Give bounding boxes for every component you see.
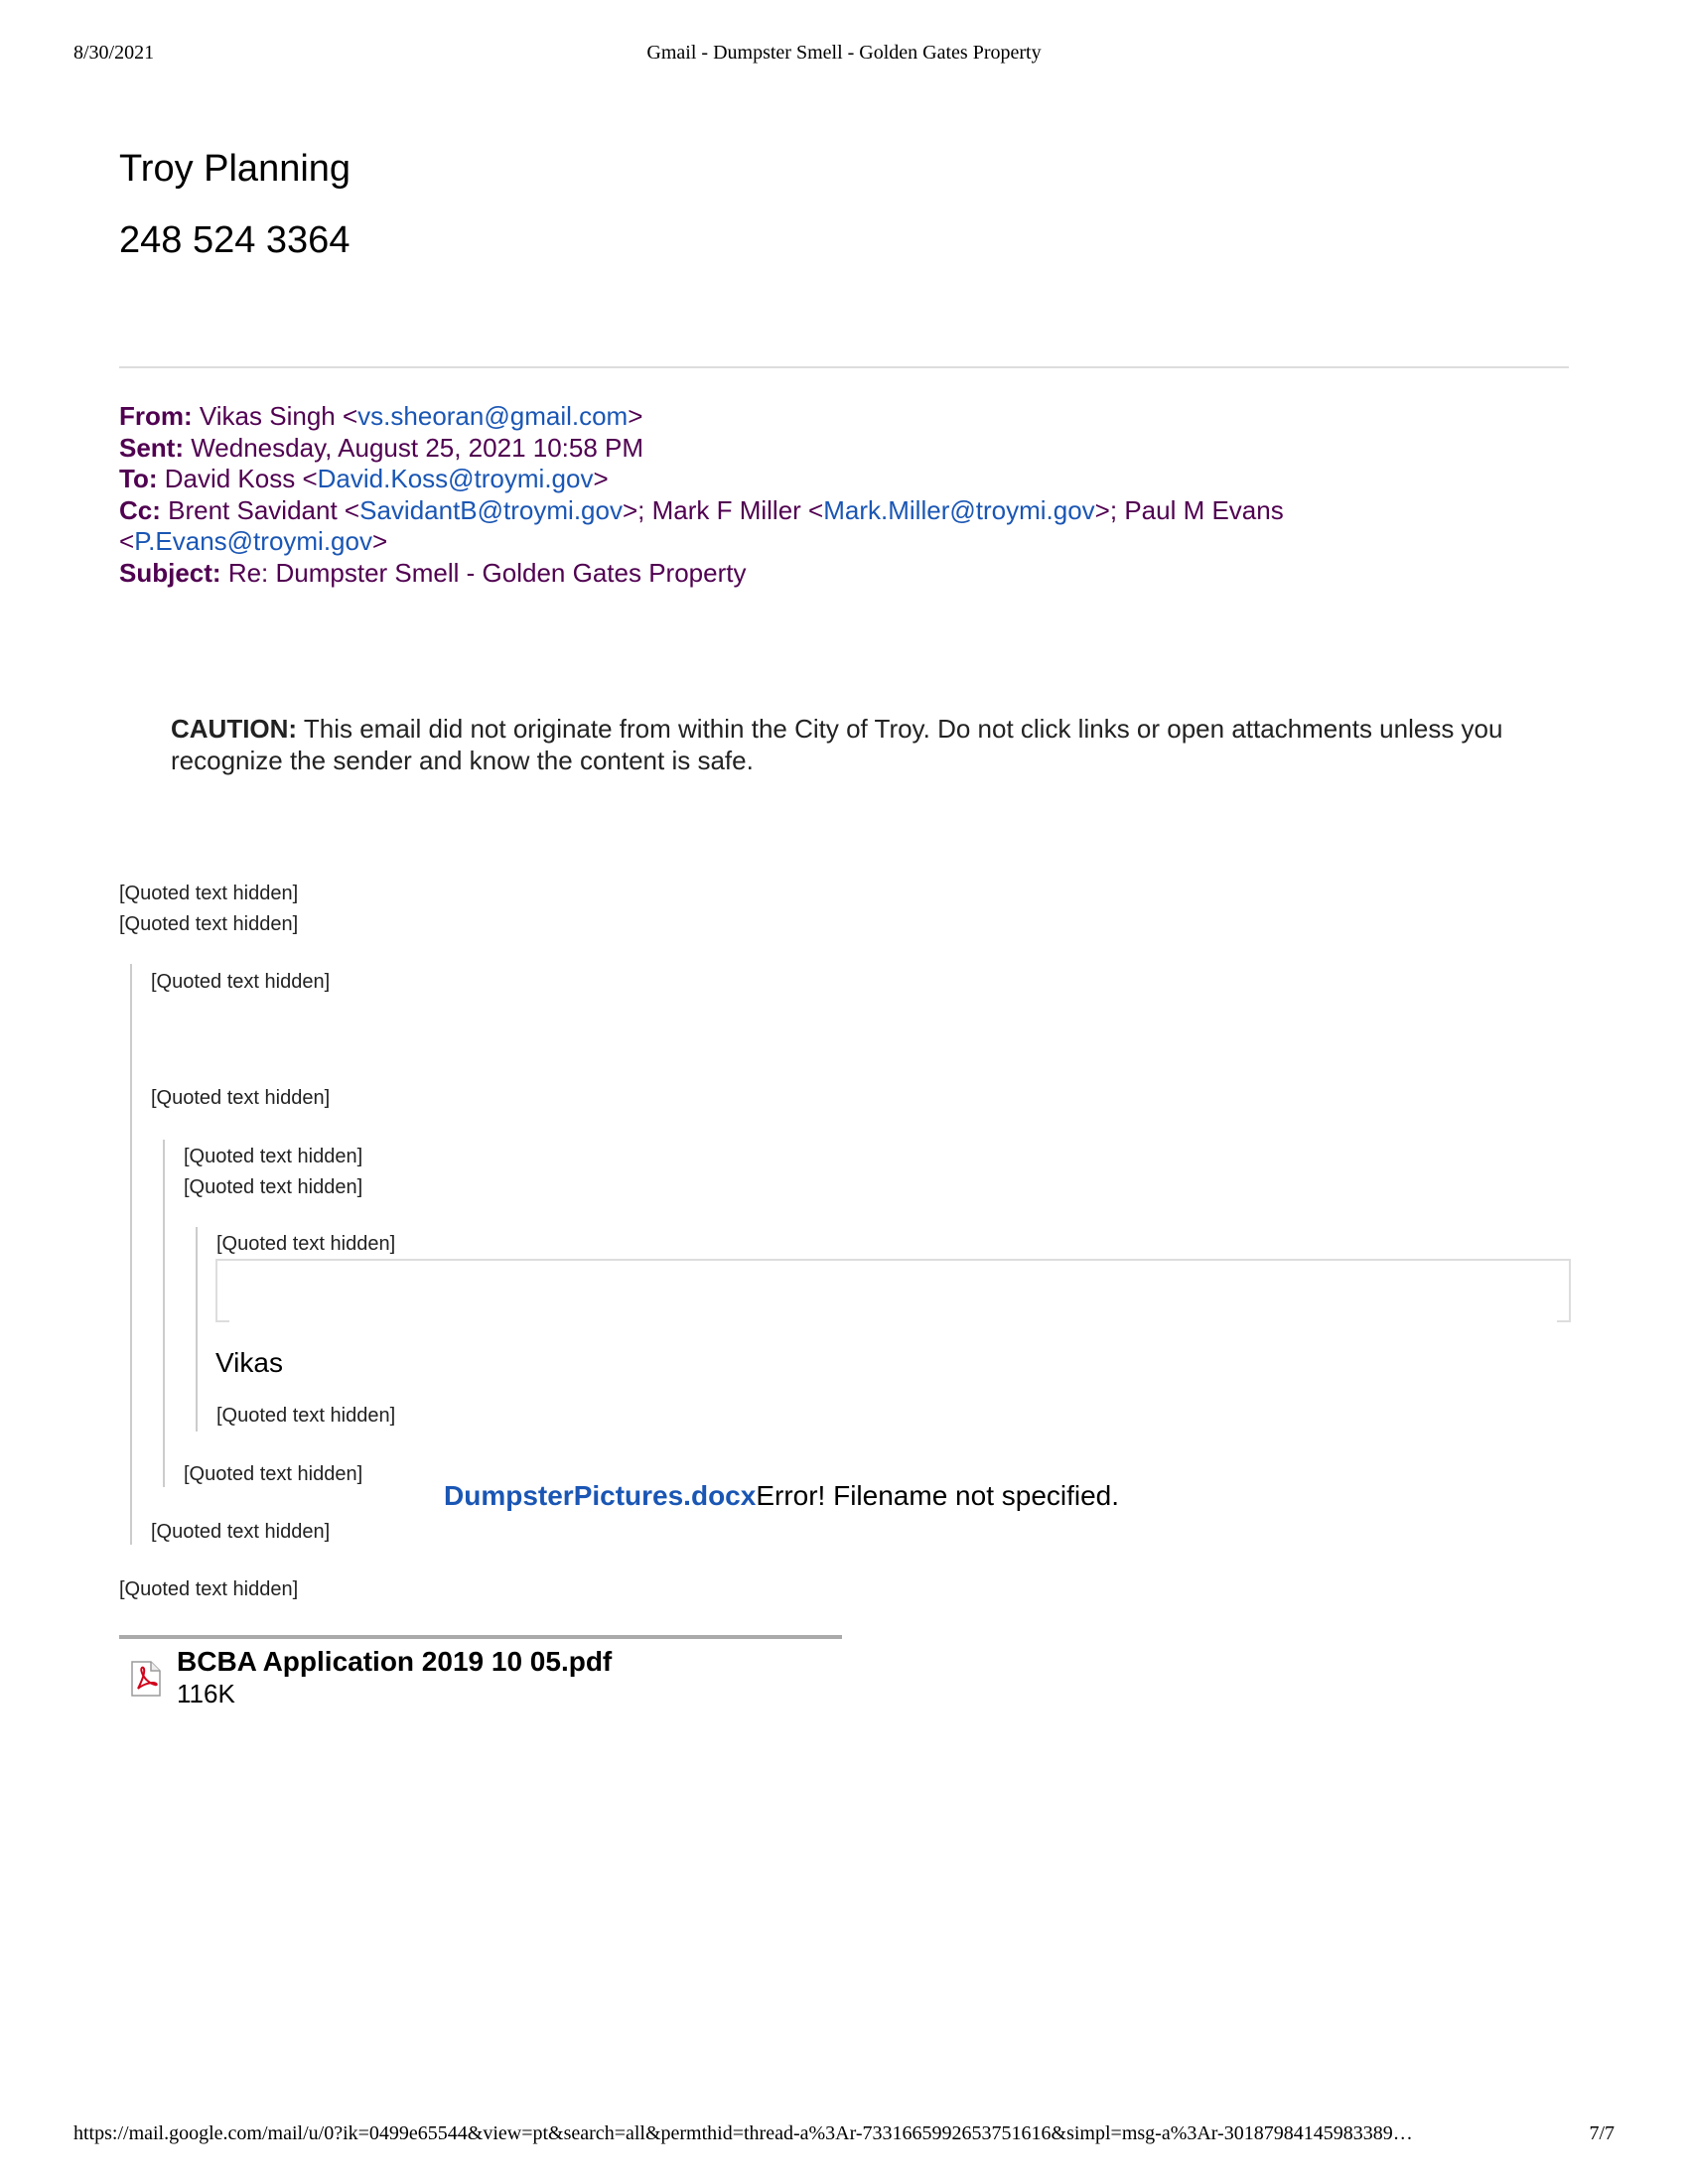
caution-notice xyxy=(171,713,1551,776)
quoted-text-hidden[interactable]: [Quoted text hidden] xyxy=(151,1087,331,1109)
print-url: https://mail.google.com/mail/u/0?ik=0499e65544&view=pt&search=all&permthid=thread-a%3Ar-7331665992653751616&simpl=msg-a%3Ar-30187984145983389… xyxy=(73,2122,1413,2144)
caution-label: CAUTION: xyxy=(171,714,298,744)
quoted-text-hidden[interactable]: [Quoted text hidden] xyxy=(216,1233,396,1255)
header-to: To: David Koss <David.Koss@troymi.gov> xyxy=(119,464,609,493)
inline-attachment xyxy=(444,1479,1119,1513)
quoted-text-hidden[interactable]: [Quoted text hidden] xyxy=(151,1521,331,1543)
page-number: 7/7 xyxy=(1589,2122,1615,2144)
signature-phone: 248 524 3364 xyxy=(119,219,351,261)
header-cc: Cc: Brent Savidant <SavidantB@troymi.gov>; Mark F Miller <Mark.Miller@troymi.gov>; Paul M Evans <P.Evans@troymi.gov> xyxy=(119,494,1284,556)
sender-signature-name: Vikas xyxy=(215,1347,283,1378)
header-subject: Subject: Re: Dumpster Smell - Golden Gates Property xyxy=(119,557,747,588)
blockquote-bar xyxy=(196,1227,198,1432)
pdf-attachment-name[interactable]: BCBA Application 2019 10 05.pdf xyxy=(177,1646,613,1677)
empty-content-box xyxy=(215,1259,1571,1322)
pdf-attachment-size: 116K xyxy=(177,1679,235,1708)
blockquote-bar xyxy=(130,964,132,1545)
separator-line xyxy=(119,366,1569,368)
signature-org: Troy Planning xyxy=(119,148,352,190)
quoted-text-hidden[interactable]: [Quoted text hidden] xyxy=(216,1405,396,1427)
cc2-email-link[interactable]: Mark.Miller@troymi.gov xyxy=(823,494,1095,525)
print-title: Gmail - Dumpster Smell - Golden Gates Property xyxy=(646,42,1042,64)
box-corner-right xyxy=(1557,1320,1571,1322)
to-email-link[interactable]: David.Koss@troymi.gov xyxy=(317,464,594,493)
quoted-text-hidden[interactable]: [Quoted text hidden] xyxy=(184,1463,363,1485)
header-from: From: Vikas Singh <vs.sheoran@gmail.com> xyxy=(119,401,643,431)
pdf-file-icon[interactable] xyxy=(129,1661,163,1697)
cc1-email-link[interactable]: SavidantB@troymi.gov xyxy=(359,494,623,525)
docx-attachment-link[interactable]: DumpsterPictures.docx xyxy=(444,1480,757,1511)
cc3-email-link[interactable]: P.Evans@troymi.gov xyxy=(134,526,372,556)
print-header xyxy=(73,42,1615,71)
header-sent: Sent: Wednesday, August 25, 2021 10:58 PM xyxy=(119,432,644,463)
print-date: 8/30/2021 xyxy=(73,42,155,64)
quoted-text-hidden[interactable]: [Quoted text hidden] xyxy=(119,883,299,904)
attachment-error: Error! Filename not specified. xyxy=(756,1480,1120,1511)
quoted-text-hidden[interactable]: [Quoted text hidden] xyxy=(151,971,331,993)
blockquote-bar xyxy=(163,1140,165,1487)
box-corner-left xyxy=(215,1320,229,1322)
quoted-text-hidden[interactable]: [Quoted text hidden] xyxy=(184,1176,363,1198)
quoted-text-hidden[interactable]: [Quoted text hidden] xyxy=(119,913,299,935)
from-email-link[interactable]: vs.sheoran@gmail.com xyxy=(357,401,629,431)
quoted-text-hidden[interactable]: [Quoted text hidden] xyxy=(119,1578,299,1600)
forwarded-headers xyxy=(119,401,1390,589)
quoted-text-hidden[interactable]: [Quoted text hidden] xyxy=(184,1146,363,1167)
attachments-separator xyxy=(119,1635,842,1639)
caution-text: This email did not originate from within the City of Troy. Do not click links or open attachments unless you recognize the sender and know the content is safe. xyxy=(171,714,1503,775)
